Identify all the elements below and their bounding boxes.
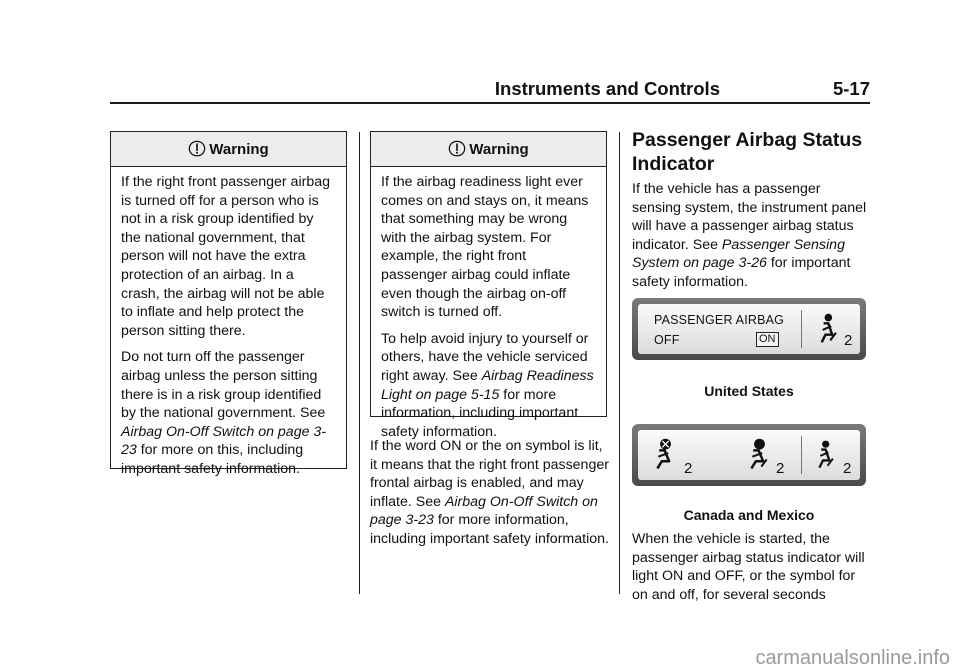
airbag-on-number: 2 [776,460,785,477]
text-span: To help avoid injury to yourself or others, have the vehicle serviced right away. See [381,330,589,384]
warning-icon [188,140,206,158]
left-warning-paragraph-1: If the right front passenger airbag is turned off for a person who is not in a risk group identified by the national government, that person will not have the extra protection of an airbag. In a crash, the airbag will not be able to inflate and help protect the person sitting there. [121,174,330,339]
middle-warning-reference[interactable]: Airbag Readiness Light on page 5-15 [381,367,594,403]
middle-warning-paragraph-2 [381,330,596,442]
middle-body-text [370,437,610,549]
left-warning-header [111,132,346,167]
airbag-icon-number: 2 [844,332,853,349]
left-warning-reference[interactable]: Airbag On-Off Switch on page 3-23 [121,423,327,459]
header-rule [110,102,870,104]
right-intro-reference[interactable]: Passenger Sensing System on page 3-26 [632,236,845,272]
middle-warning-paragraph-1: If the airbag readiness light ever comes on and stays on, it means that something may be wrong with the airbag system. For example, the right front passenger airbag could inflate even though the airbag on-off switch is turned off. [381,174,589,321]
panel-divider [801,436,802,474]
column-divider-1 [359,132,360,594]
airbag-icon-number: 2 [843,460,852,477]
canada-panel-face [638,430,860,480]
passenger-airbag-label: PASSENGER AIRBAG [654,313,785,327]
text-span: If the word ON or the on symbol is lit, it means that the right front passenger frontal airbag is enabled, and may inflate. See [370,438,609,510]
right-intro-text [632,180,868,292]
canada-status-panel [632,424,866,486]
header-page-number: 5-17 [832,78,870,99]
middle-paragraph [370,437,610,549]
warning-icon [448,140,466,158]
left-warning-paragraph-2 [121,348,336,478]
text-span: for important safety information. [632,255,851,290]
middle-warning-box [370,131,607,440]
off-label: OFF [654,333,680,347]
us-panel-face [638,304,860,354]
middle-warning-body [371,167,606,459]
section-title: Passenger Airbag Status Indicator [632,129,863,175]
middle-warning-title: Warning [469,140,529,158]
airbag-off-icon [652,435,688,473]
right-intro-paragraph [632,180,868,292]
left-warning-box [110,131,347,477]
text-span: Do not turn off the passenger airbag unless the person sitting there is in a risk group identified by the national government. See [121,349,326,422]
text-span: for more information, including important safety information. [370,512,609,547]
header-section-title: Instruments and Controls [494,78,720,99]
on-label: ON [756,332,779,347]
text-span: If the vehicle has a passenger sensing system, the instrument panel will have a passenger airbag status indicator. See [632,181,867,253]
right-outro-text [632,530,868,604]
us-status-panel [632,298,866,360]
middle-reference[interactable]: Airbag On-Off Switch on page 3-23 [370,493,598,529]
right-outro-paragraph: When the vehicle is started, the passenger airbag status indicator will light ON and OFF, or the symbol for on and off, for several seconds [632,531,865,603]
text-span: for more on this, including important safety information. [121,442,304,477]
text-span: for more information, including important safety information. [381,386,579,440]
left-warning-title: Warning [209,140,269,158]
middle-warning-header [371,132,606,167]
left-warning-body [111,167,346,497]
airbag-off-number: 2 [684,460,693,477]
panel-divider [801,310,802,348]
us-caption: United States [704,383,794,399]
canada-caption: Canada and Mexico [683,507,815,523]
column-divider-2 [619,132,620,594]
watermark: carmanualsonline.info [755,647,950,669]
